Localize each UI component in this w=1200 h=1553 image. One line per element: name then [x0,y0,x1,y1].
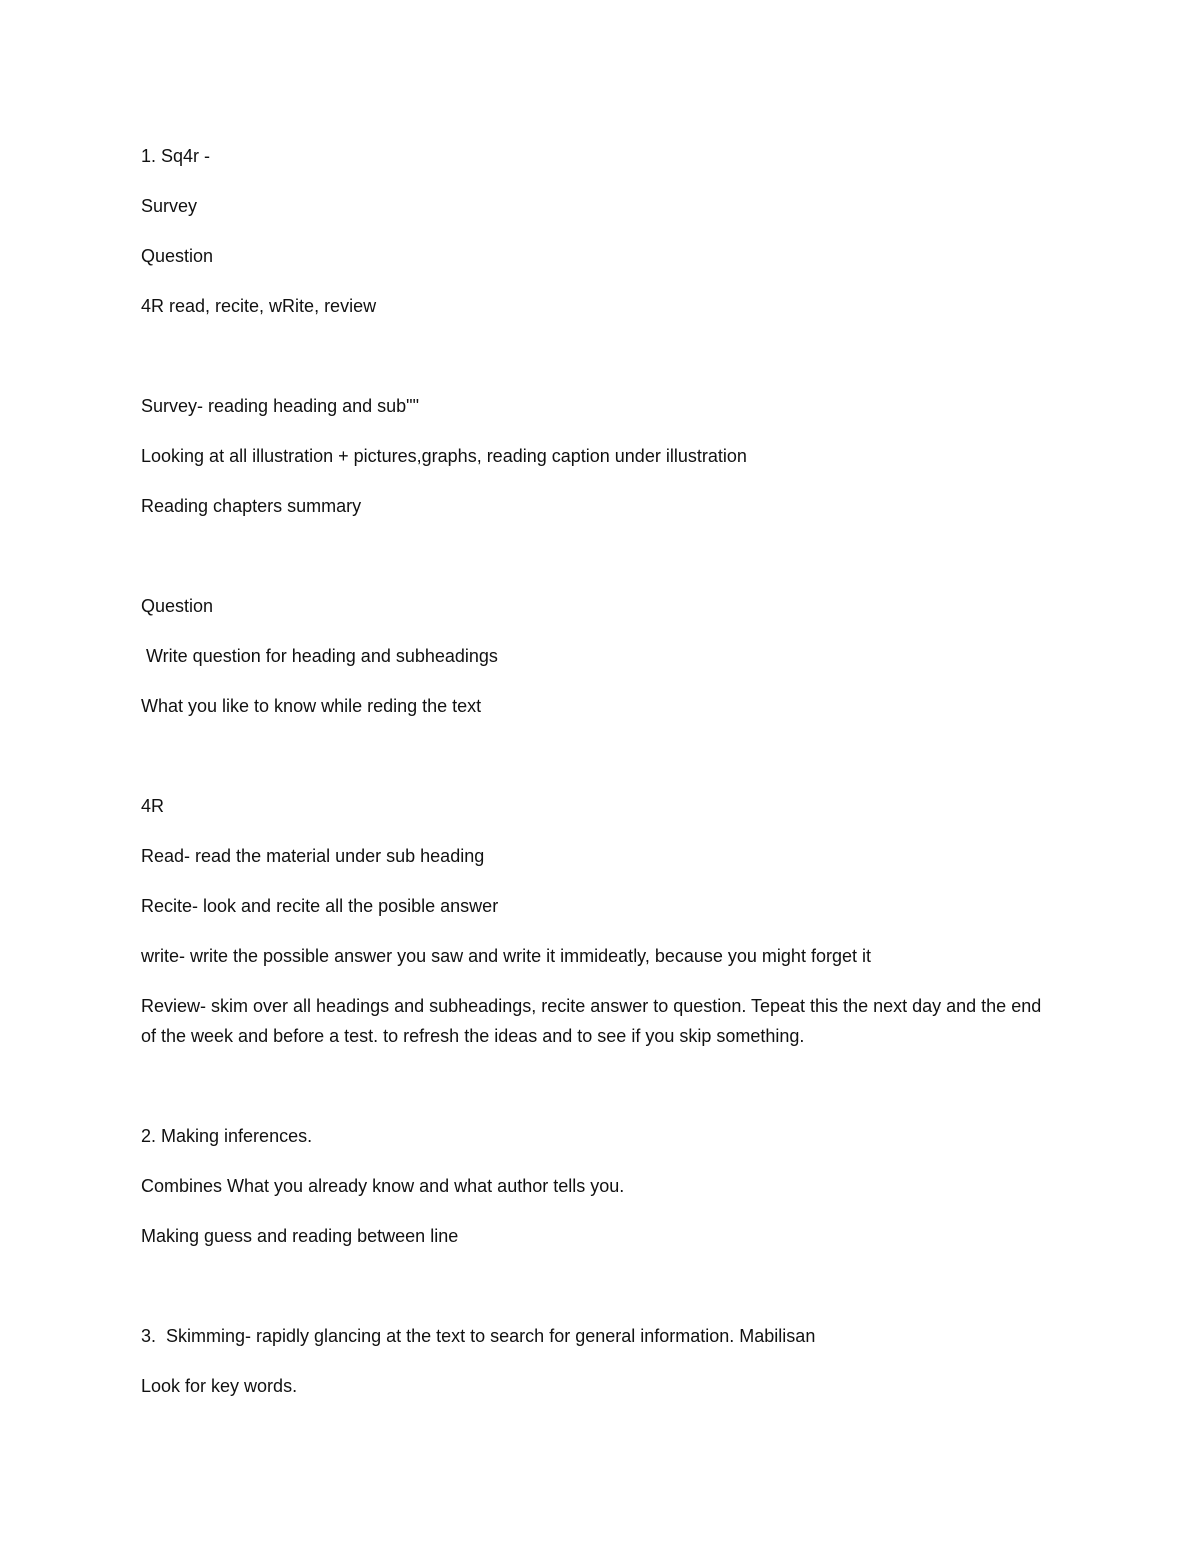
text-line-question-heading: Question [141,596,214,616]
text-line-what-you-like: What you like to know while reding the text [141,696,482,716]
text-line-survey: Survey [141,196,198,216]
text-line-read: Read- read the material under sub heading [141,846,485,866]
text-line-recite: Recite- look and recite all the posible answer [141,896,499,916]
text-line-4r-heading: 4R [141,796,165,816]
text-line-making-inferences: 2. Making inferences. [141,1126,313,1146]
text-line-key-words: Look for key words. [141,1376,298,1396]
text-line-write-question: Write question for heading and subheadings [141,646,498,666]
text-line-combines: Combines What you already know and what author tells you. [141,1176,625,1196]
text-line-illustrations: Looking at all illustration + pictures,graphs, reading caption under illustration [141,446,747,466]
text-line-review: Review- skim over all headings and subheadings, recite answer to question. Tepeat this the next day and the end of the week and before a test. to refresh the ideas and to see if you skip something. [141,996,1047,1046]
text-line-question: Question [141,246,214,266]
text-line-making-guess: Making guess and reading between line [141,1226,459,1246]
text-line-sq4r: 1. Sq4r - [141,146,211,166]
text-line-skimming: 3. Skimming- rapidly glancing at the text to search for general information. Mabilisan [141,1326,816,1346]
text-line-write: write- write the possible answer you saw and write it immideatly, because you might forget it [141,946,871,966]
text-line-chapter-summary: Reading chapters summary [141,496,362,516]
text-line-4r-summary: 4R read, recite, wRite, review [141,296,377,316]
text-line-survey-detail: Survey- reading heading and sub"" [141,396,419,416]
